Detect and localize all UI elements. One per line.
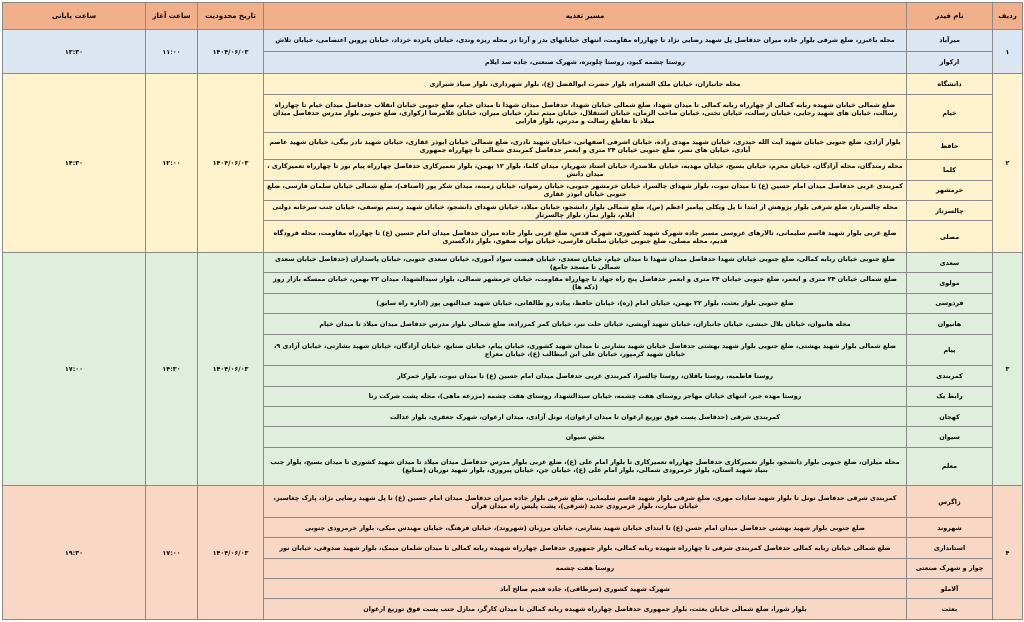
start-time: ۱۴:۳۰ bbox=[146, 253, 198, 486]
supply-route: روستا هفت چشمه bbox=[264, 558, 907, 578]
restriction-date: ۱۴۰۴/۰۶/۰۳ bbox=[198, 30, 264, 74]
row-number: ۴ bbox=[993, 486, 1023, 620]
feeder-name: میرآباد bbox=[907, 30, 993, 52]
header-row-number: ردیف bbox=[993, 3, 1023, 30]
feeder-name: چوار و شهرک صنعتی bbox=[907, 558, 993, 578]
table-header-row bbox=[3, 3, 1023, 30]
table-row bbox=[3, 253, 1023, 273]
table-body bbox=[3, 30, 1023, 620]
supply-route: ضلع شمالی بلوار شهید بهشتی، ضلع جنوبی بلوار شهید بهشتی حدفاصل خیابان شهید بشارتی تا میدان شهید کشوری، خیابان پیام، خیابان صنایع، خیابان آزادگان، خیابان شهید بشارتی، خیابان آزادی ۹، خیابان شهید کرمپور، خیابان علی ابن ابیطالب (ع)، خیابان معراج bbox=[264, 334, 907, 366]
start-time: ۱۱:۰۰ bbox=[146, 30, 198, 74]
feeder-name: کهجان bbox=[907, 406, 993, 426]
supply-route: روستا مهده جیر، انتهای خیابان مهاجر روستای هفت چشمه، خیابان سیدالشهدا، روستای هفت چشمه (مزرعه ماهی)، محله پشت شرکت رنا bbox=[264, 386, 907, 406]
start-time: ۱۲:۰۰ bbox=[146, 74, 198, 253]
supply-route: ضلع شمالی خیابان ۲۴ متری و ابعمر، ضلع جنوبی خیابان ۲۴ متری و ابعمر حدفاصل پنج راه جهاد تا چهارراه مقاومت، خیابان خرمشهر شمالی، بلوار سیدالشهدا، میدان ۲۲ بهمن، خیابان ممسکه بازار روز (دکه ها) bbox=[264, 273, 907, 293]
feeder-name: ارکواز bbox=[907, 51, 993, 74]
feeder-name: رابط یک bbox=[907, 386, 993, 406]
supply-route: بلوار آزادی، ضلع جنوبی خیابان شهید آیت الله حیدری، خیابان شهید مهدی زاده، خیابان اشرفی اصفهانی، خیابان شهید نادری، ضلع شمالی خیابان ابوذر غفاری، خیابان شهید نادر بیگی، خیابان شهید عاصم آبادی، خیابان های نصر، ضلع جنوبی خیابان ۲۴ متری و ابعمر حدفاصل کمربندی شمالی تا چهارراه جمهوری bbox=[264, 133, 907, 160]
table-row bbox=[3, 74, 1023, 94]
supply-route: ضلع شمالی خیابان شهیده ربابه کمالی از چهارراه ربابه کمالی تا میدان شهدا، ضلع شمالی خیابان شهدا، حدفاصل میدان شهدا تا میدان خیام، ضلع جنوبی خیابان انقلاب حدفاصل میدان خیام تا چهارراه رسالت، خیابان های شهید رجایی، خیابان رسالت، خیابان تختی، خیابان صاحب الزمان، خیابان استقلال، خیابان میثم تمار، خیابان میران، خیابان غلامرضا ارکوازی، ضلع جنوبی بلوار مدرس حدفاصل میدان میلاد تا تقاطع رسالت و مدرس، بلوار فارابی bbox=[264, 94, 907, 133]
supply-route: شهرک شهید کشوری (سرطاقی)، جاده قدیم صالح آباد bbox=[264, 579, 907, 599]
feeder-name: شهروند bbox=[907, 517, 993, 537]
supply-route: محله میلزان، ضلع جنوبی بلوار دانشجو، بلوار تعمیرکاری حدفاصل چهارراه تعمیرکاری تا بلوار امام علی (ع)، ضلع غربی بلوار مدرس حدفاصل میدان میلاد تا میدان شهید کشوری تا میدان بسیج، بلوار جنب بنیاد شهید استان، بلوار خرمرودی شمالی، بلوار امام علی (ع)، خیابان جن، خیابان پیروزی، بلوار شهید نوریان (صنایع) bbox=[264, 447, 907, 486]
restriction-date: ۱۴۰۴/۰۶/۰۳ bbox=[198, 486, 264, 620]
supply-route: بلوار شورا، ضلع شمالی خیابان بعثت، بلوار جمهوری حدفاصل چهارراه شهیده ربابه کمالی تا میدان کارگر، منازل جنب پست فوق توزیع ارغوان bbox=[264, 599, 907, 620]
supply-route: کمربندی شرقی (حدفاصل پست فوق توزیع ارغوان تا میدان ارغوان)، تونل آزادی، میدان ارغوان، شهرک جعفری، بلوار عدالت bbox=[264, 406, 907, 426]
row-number: ۳ bbox=[993, 253, 1023, 486]
row-number: ۱ bbox=[993, 30, 1023, 74]
header-start-time: ساعت آغاز bbox=[146, 3, 198, 30]
feeder-name: استانداری bbox=[907, 538, 993, 558]
feeder-name: خیام bbox=[907, 94, 993, 133]
feeder-name: سیوان bbox=[907, 427, 993, 447]
supply-route: محله باغبزر، ضلع شرقی بلوار جاده میران حدفاصل پل شهید رضایی نژاد تا چهارراه مقاومت، انتهای خیابانهای بدر و آرتا در محله ریزه وندی، خیابان پانزده خرداد، خیابان پروین اعتصامی، خیابان تلاش bbox=[264, 30, 907, 52]
supply-route: ضلع جنوبی بلوار شهید بهشتی حدفاصل میدان امام حسن (ع) تا ابتدای خیابان شهید بشارتی، خیابان مرزبان (شهروند)، خیابان فرهنگ، خیابان مهندس میکی، بلوار خرمرودی جنوبی bbox=[264, 517, 907, 537]
supply-route: محله چالسرتاز، ضلع شرقی بلوار پژوهش از ابتدا تا پل ویکلی پیامبر اعظم (ص)، ضلع شمالی بلوار دانشجو، خیابان میلاد، خیابان شهدای دانشجو، خیابان شهید رستم یوسفی، خیابان جنب سرخانه دولتی ایلام، بلوار نماز، بلوار چالسرتاز bbox=[264, 200, 907, 220]
feeder-name: معلم bbox=[907, 447, 993, 486]
header-restriction-date: تاریخ محدودیت bbox=[198, 3, 264, 30]
feeder-name: زاگرس bbox=[907, 486, 993, 518]
restriction-date: ۱۴۰۴/۰۶/۰۳ bbox=[198, 74, 264, 253]
feeder-name: مصلی bbox=[907, 221, 993, 253]
restriction-date: ۱۴۰۴/۰۶/۰۳ bbox=[198, 253, 264, 486]
start-time: ۱۷:۰۰ bbox=[146, 486, 198, 620]
feeder-name: فردوسی bbox=[907, 293, 993, 313]
supply-route: ضلع جنوبی خیابان ربابه کمالی، ضلع جنوبی خیابان شهدا حدفاصل میدان شهدا تا میدان خیام، خیابان سعدی، خیابان فیضت سواد آموزی، خیابان سعدی جنوبی، خیابان پاسداران (حدفاصل خیابان سعدی شمالی تا مسجد جامع) bbox=[264, 253, 907, 273]
feeder-name: کلما bbox=[907, 160, 993, 180]
supply-route: ضلع جنوبی بلوار بعثت، بلوار ۲۲ بهمن، خیابان امام (ره)، خیابان حافظ، پیاده رو طالقانی، خیابان شهید عبدالنهی پور (اداره راه سابق) bbox=[264, 293, 907, 313]
feeder-name: دانشگاه bbox=[907, 74, 993, 94]
supply-route: روستا فاطمیه، روستا باقلان، روستا چالسرا، کمربندی غربی حدفاصل میدان امام حسین (ع) تا میدان نبوت، بلوار خمرکار bbox=[264, 366, 907, 386]
table-row bbox=[3, 30, 1023, 52]
supply-route: کمربندی غربی حدفاصل میدان امام حسین (ع) تا میدان نبوت، بلوار شهدای چالسرا، خیابان خرمشهر جنوبی، خیابان رضوان، خیابان زمینه، میدان شکر پور (اصناف)، ضلع شمالی خیابان سلمان فارسی، ضلع جنوبی خیابان ابوذر غفاری bbox=[264, 180, 907, 200]
header-feeder-name: نام فیدر bbox=[907, 3, 993, 30]
end-time: ۱۴:۳۰ bbox=[3, 74, 146, 253]
supply-route: کمربندی شرقی حدفاصل تونل تا بلوار شهید سادات مهری، ضلع شرقی بلوار شهید قاسم سلیمانی، ضلع شرقی بلوار جاده میران حدفاصل میدان امام حسین (ع) تا پل شهید رضایی نژاد، پارک چغاسبز، خیابان میارت، بلوار خرمرودی جدید (شرقی)، پشت پلیس راه میدان قرآن bbox=[264, 486, 907, 518]
feeder-name: خرمشهر bbox=[907, 180, 993, 200]
supply-route: روستا چشمه کبود، روستا چلوبره، شهرک صنعتی، جاده سد ایلام bbox=[264, 51, 907, 74]
supply-route: محله زمندگان، محله آزادگان، خیابان محرم، خیابان بسیج، خیابان مهدیه، خیابان ملاصدرا، خیابان استاد شهریار، میدان کلما، بلوار ۱۲ بهمن، بلوار تعمیرکاری حدفاصل چهارراه پیام نور تا چهارراه تعمیرکاری ، میدان دانش bbox=[264, 160, 907, 180]
end-time: ۱۳:۳۰ bbox=[3, 30, 146, 74]
feeder-name: مولوی bbox=[907, 273, 993, 293]
supply-route: ضلع شمالی خیابان ربابه کمالی حدفاصل کمربندی شرقی تا چهارراه شهیده ربابه کمالی، بلوار جمهوری حدفاصل چهارراه شهیده ربابه کمالی تا میدان شلمان میمک، بلوار شهید صدوقی، خیابان نور bbox=[264, 538, 907, 558]
feeder-name: سعدی bbox=[907, 253, 993, 273]
feeder-name: کمربندی bbox=[907, 366, 993, 386]
supply-route: ضلع غربی بلوار شهید قاسم سلیمانی، تالارهای عروسی مسیر جاده شهرک شهید کشوری، شهرک قدس، ضلع غربی بلوار جاده میران حدفاصل میدان امام حسین (ع) تا چهارراه مقاومت، محله فرودگاه قدیم، محله مصلی، ضلع جنوبی خیابان سلمان فارسی، خیابان نواب صفوی، بلوار دادگستری bbox=[264, 221, 907, 253]
table-row bbox=[3, 486, 1023, 518]
end-time: ۱۹:۳۰ bbox=[3, 486, 146, 620]
supply-route: محله جانبازان، خیابان ملک الشعراء، بلوار حضرت ابوالفضل (ع)، بلوار شهرداری، بلوار صیاد شیرازی bbox=[264, 74, 907, 94]
header-end-time: ساعت پایانی bbox=[3, 3, 146, 30]
outage-schedule-table bbox=[2, 2, 1023, 620]
supply-route: بخش سیوان bbox=[264, 427, 907, 447]
supply-route: محله هانیوان، خیابان بلال حبشی، خیابان جانبازان، خیابان شهید آویشی، خیابان حلت نیر، خیابان کمر کمرزاده، ضلع شمالی بلوار مدرس حدفاصل میدان میلاد تا میدان خیام bbox=[264, 314, 907, 334]
row-number: ۲ bbox=[993, 74, 1023, 253]
end-time: ۱۷:۰۰ bbox=[3, 253, 146, 486]
header-supply-route: مسیر تغذیه bbox=[264, 3, 907, 30]
feeder-name: پیام bbox=[907, 334, 993, 366]
feeder-name: چالسرتاز bbox=[907, 200, 993, 220]
feeder-name: بعثت bbox=[907, 599, 993, 620]
feeder-name: هانیوان bbox=[907, 314, 993, 334]
feeder-name: آلاملو bbox=[907, 579, 993, 599]
feeder-name: حافظ bbox=[907, 133, 993, 160]
